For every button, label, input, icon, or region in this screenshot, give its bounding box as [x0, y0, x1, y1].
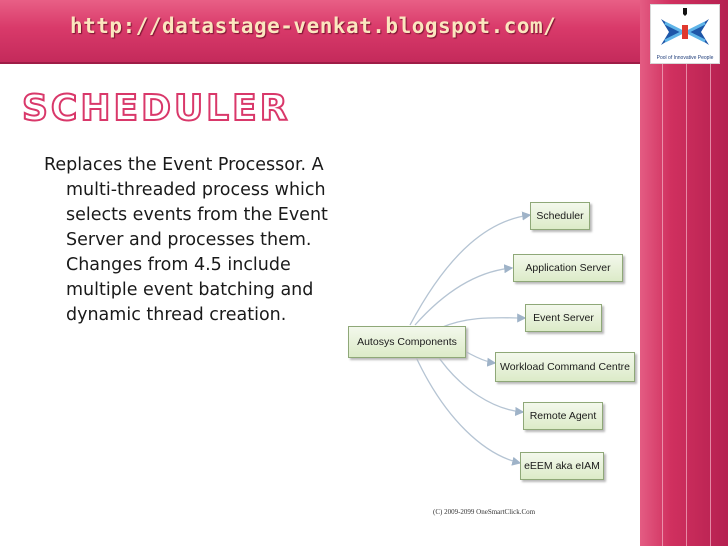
bullet-text: Replaces the Event Processor. A multi-threaded process which selects events from the Event Server and processes them. Changes from 4.5 include multiple event batching and dynamic thread creation.: [44, 155, 328, 325]
component-label: Event Server: [533, 312, 594, 324]
component-label: Application Server: [525, 262, 611, 274]
component-label: eEEM aka eIAM: [524, 460, 600, 472]
component-label: Scheduler: [536, 210, 584, 222]
component-box-application-server: [513, 254, 623, 282]
logo-emblem-icon: [651, 5, 719, 55]
components-diagram: [340, 180, 640, 530]
header-band: [0, 0, 640, 64]
logo-tagline: Pool of Innovative People: [656, 55, 714, 61]
component-label: Remote Agent: [529, 410, 597, 422]
connector-scheduler: [410, 215, 530, 325]
side-stripe: [710, 62, 711, 546]
side-stripe: [662, 62, 663, 546]
connector-application-server: [415, 268, 512, 325]
company-logo: [650, 4, 720, 64]
diagram-copyright: (C) 2009-2099 OneSmartClick.Com: [433, 508, 536, 516]
component-label: Workload Command Centre: [500, 361, 630, 373]
root-component-label: Autosys Components: [357, 336, 457, 348]
slide-title: SCHEDULER: [22, 88, 291, 129]
component-box-event-server: [525, 304, 602, 332]
root-component-box: [348, 326, 466, 358]
blog-url[interactable]: http://datastage-venkat.blogspot.com/: [70, 14, 557, 38]
side-column: [640, 0, 728, 546]
component-box-workload-command-centre: [495, 352, 635, 382]
component-box-scheduler: [530, 202, 590, 230]
side-stripe: [686, 62, 687, 546]
component-box-eeem: [520, 452, 604, 480]
component-box-remote-agent: [523, 402, 603, 430]
